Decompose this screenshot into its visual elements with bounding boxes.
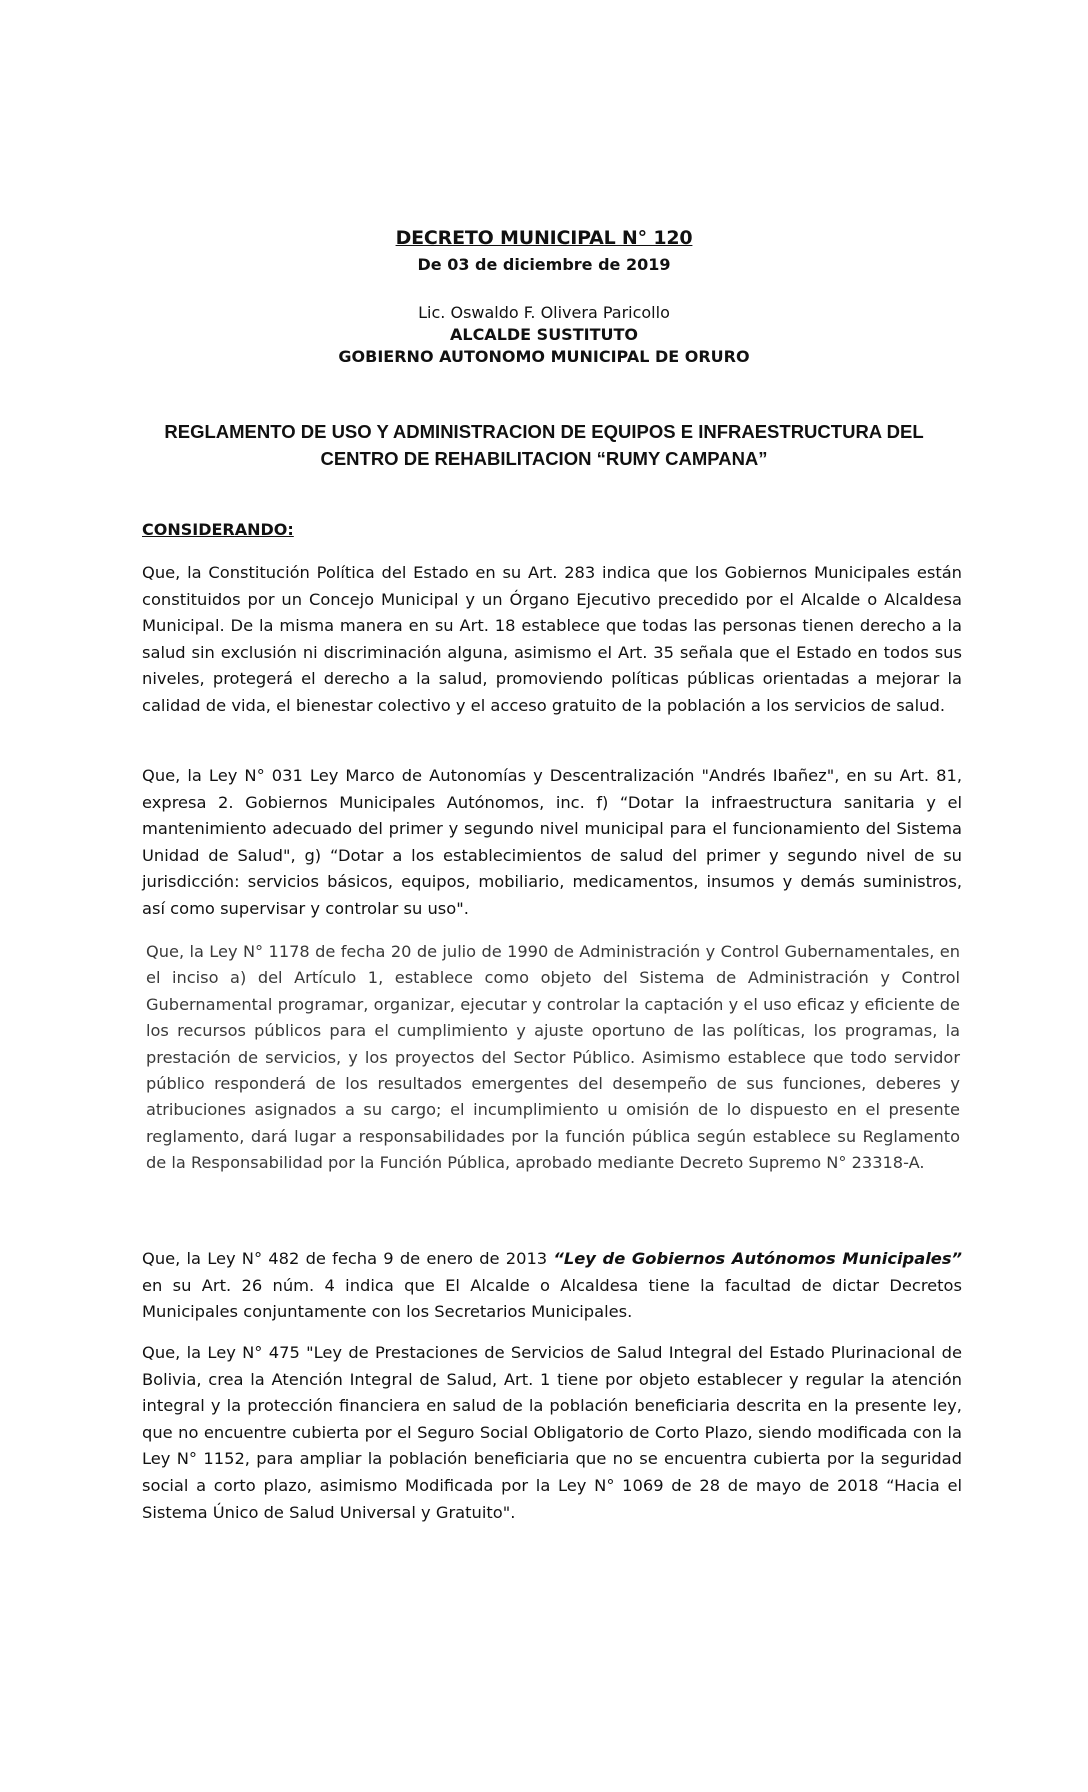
paragraph-constitucion: Que, la Constitución Política del Estado en su Art. 283 indica que los Gobiernos Municipales están constituidos por un Concejo Municipal y un Órgano Ejecutivo precedido por el Alcalde o Alcaldesa Municipal. De la misma manera en su Art. 18 establece que todas las personas tienen derecho a la salud sin exclusión ni discriminación alguna, asimismo el Art. 35 señala que el Estado en todos sus niveles, protegerá el derecho a la salud, promoviendo políticas públicas orientadas a mejorar la calidad de vida, el bienestar colectivo y el acceso gratuito de la población a los servicios de salud.: [142, 563, 962, 715]
reglamento-title: [130, 418, 958, 472]
mayor-role: ALCALDE SUSTITUTO: [449, 325, 638, 344]
decree-title: DECRETO MUNICIPAL N° 120: [395, 227, 693, 249]
paragraph-ley-475: Que, la Ley N° 475 "Ley de Prestaciones de Servicios de Salud Integral del Estado Plurinacional de Bolivia, crea la Atención Integral de Salud, Art. 1 tiene por objeto establecer y regular la atención integral y la protección financiera en salud de la población beneficiaria descrita en la presente ley, que no encuentre cubierta por el Seguro Social Obligatorio de Corto Plazo, siendo modificada con la Ley N° 1152, para ampliar la población beneficiaria que no se encuentra cubierta por la seguridad social a corto plazo, asimismo Modificada por la Ley N° 1069 de 28 de mayo de 2018 “Hacia el Sistema Único de Salud Universal y Gratuito".: [142, 1343, 962, 1522]
paragraph-ley-482: [142, 1246, 962, 1326]
decree-date: De 03 de diciembre de 2019: [417, 255, 671, 274]
paragraph-ley-482-law-name: “Ley de Gobiernos Autónomos Municipales”: [553, 1249, 962, 1268]
mayor-name: Lic. Oswaldo F. Olivera Paricollo: [418, 303, 670, 322]
reglamento-title-line-1: REGLAMENTO DE USO Y ADMINISTRACION DE EQUIPOS E INFRAESTRUCTURA DEL: [164, 421, 924, 442]
government-name: GOBIERNO AUTONOMO MUNICIPAL DE ORURO: [338, 347, 750, 366]
decree-header: [0, 224, 1088, 368]
mayor-block: [0, 302, 1088, 368]
paragraph-ley-1178: Que, la Ley N° 1178 de fecha 20 de julio de 1990 de Administración y Control Gubernamentales, en el inciso a) del Artículo 1, establece como objeto del Sistema de Administración y Control Gubernamental programar, organizar, ejecutar y controlar la captación y el uso eficaz y eficiente de los recursos públicos para el cumplimiento y ajuste oportuno de las políticas, los programas, la prestación de servicios, y los proyectos del Sector Público. Asimismo establece que todo servidor público responderá de los resultados emergentes del desempeño de sus funciones, deberes y atribuciones asignados a su cargo; el incumplimiento u omisión de lo dispuesto en el presente reglamento, dará lugar a responsabilidades por la función pública según establece su Reglamento de la Responsabilidad por la Función Pública, aprobado mediante Decreto Supremo N° 23318-A.: [146, 942, 960, 1173]
paragraph-ley-482-start: Que, la Ley N° 482 de fecha 9 de enero de 2013: [142, 1249, 554, 1268]
paragraph-ley-482-end: en su Art. 26 núm. 4 indica que El Alcalde o Alcaldesa tiene la facultad de dictar Decretos Municipales conjuntamente con los Secretarios Municipales.: [142, 1275, 962, 1322]
reglamento-title-line-2: CENTRO DE REHABILITACION “RUMY CAMPANA”: [320, 448, 768, 469]
paragraph-ley-031: Que, la Ley N° 031 Ley Marco de Autonomías y Descentralización "Andrés Ibañez", en su Art. 81, expresa 2. Gobiernos Municipales Autónomos, inc. f) “Dotar la infraestructura sanitaria y el mantenimiento adecuado del primer y segundo nivel municipal para el funcionamiento del Sistema Unidad de Salud", g) “Dotar a los establecimientos de salud del primer y segundo nivel de su jurisdicción: servicios básicos, equipos, mobiliario, medicamentos, insumos y demás suministros, así como supervisar y controlar su uso".: [142, 766, 962, 918]
considerando-heading: CONSIDERANDO:: [142, 520, 294, 539]
